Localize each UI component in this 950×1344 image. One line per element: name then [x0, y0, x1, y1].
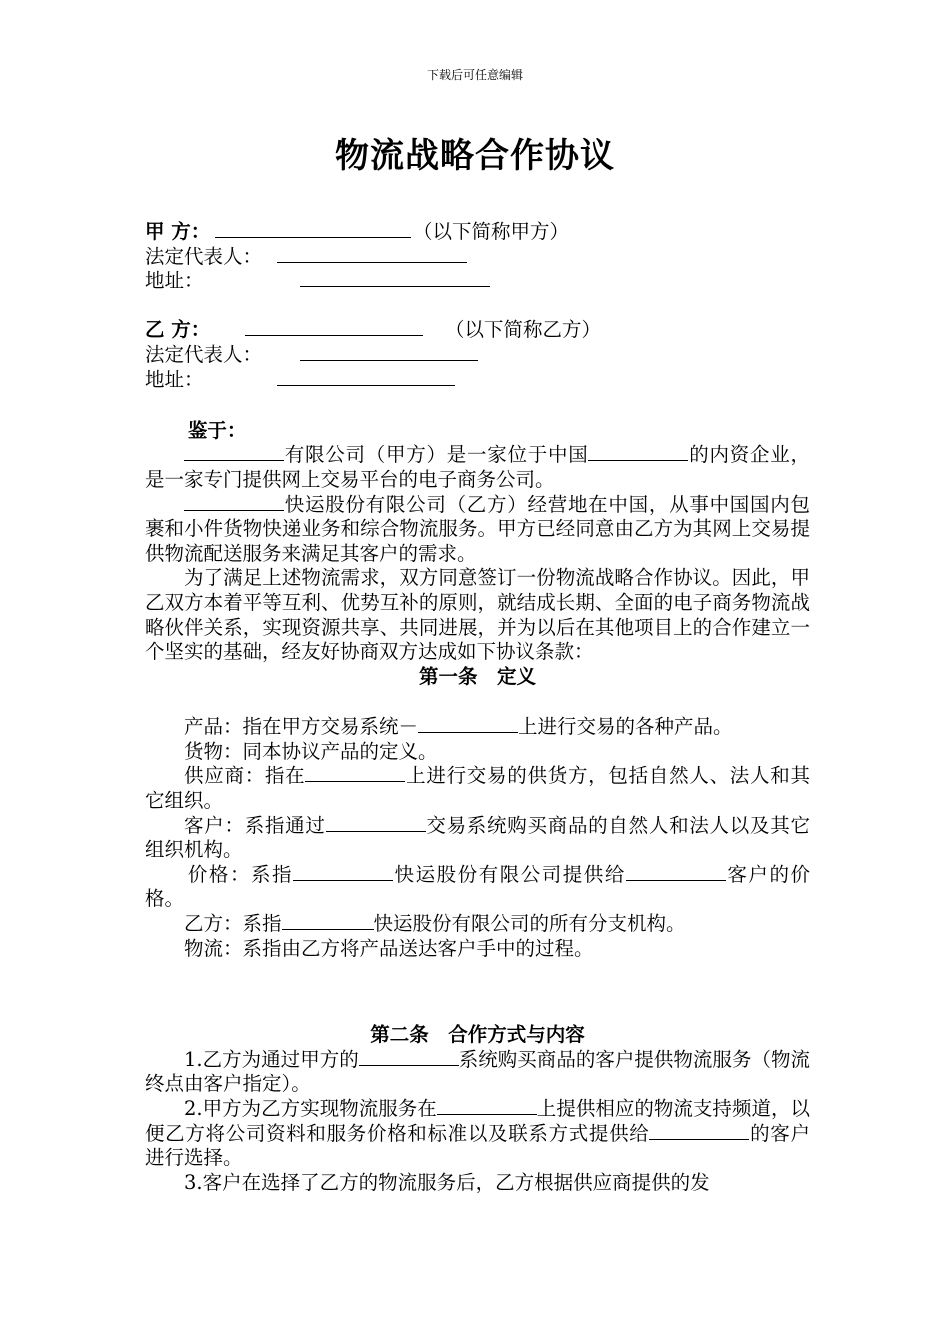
article-1-heading: 第一条 定义: [418, 664, 536, 688]
document-title: 物流战略合作协议: [335, 136, 615, 176]
definition-goods: 货物：同本协议产品的定义。: [184, 739, 438, 763]
whereas-paragraph-1: 有限公司（甲方）是一家位于中国 的内资企业，是一家专门提供网上交易平台的电子商务公司。: [145, 443, 810, 491]
party-b-suffix: （以下简称乙方）: [445, 318, 602, 342]
party-a-addr-blank: [300, 269, 490, 294]
party-a-label: 甲 方：: [145, 220, 211, 243]
definition-party-b: 乙方：系指 快运股份有限公司的所有分支机构。: [184, 912, 686, 936]
whereas-heading: 鉴于：: [187, 418, 247, 442]
whereas-paragraph-3: 为了满足上述物流需求，双方同意签订一份物流战略合作协议。因此，甲乙双方本着平等互利、优势互补的原则，就结成长期、全面的电子商务物流战略伙伴关系，实现资源共享、共同进展，并为以后在其他项目上的合作建立一个坚实的基础，经友好协商双方达成如下协议条款：: [145, 566, 810, 664]
party-b-addr-blank: [277, 368, 455, 393]
party-a-addr-line: [145, 269, 810, 294]
party-a-rep-label: 法定代表人：: [145, 244, 263, 268]
party-a-line: [145, 220, 810, 245]
party-b-line: [145, 318, 810, 343]
party-b-rep-label: 法定代表人：: [145, 342, 263, 366]
document-body: [145, 220, 810, 1195]
party-b-rep-line: [145, 343, 810, 368]
party-b-addr-line: [145, 368, 810, 393]
clause-2-2: 2.甲方为乙方实现物流服务在 上提供相应的物流支持频道，以便乙方将公司资料和服务价格和标准以及联系方式提供给 的客户进行选择。: [145, 1097, 810, 1170]
party-a-rep-line: [145, 245, 810, 270]
party-a-addr-label: 地址：: [145, 269, 204, 293]
definition-customer: 客户：系指通过 交易系统购买商品的自然人和法人以及其它组织机构。: [145, 813, 810, 862]
definition-product: 产品：指在甲方交易系统－ 上进行交易的各种产品。: [184, 715, 733, 739]
whereas-paragraph-2: 快运股份有限公司（乙方）经营地在中国，从事中国国内包裹和小件货物快递业务和综合物流服务。甲方已经同意由乙方为其网上交易提供物流配送服务来满足其客户的需求。: [145, 492, 810, 565]
article-2-heading: 第二条 合作方式与内容: [370, 1023, 585, 1047]
definition-logistics: 物流：系指由乙方将产品送达客户手中的过程。: [184, 936, 594, 960]
party-b-addr-label: 地址：: [145, 367, 204, 391]
clause-2-3: 3.客户在选择了乙方的物流服务后，乙方根据供应商提供的发: [184, 1170, 710, 1194]
party-b-label: 乙 方：: [145, 318, 211, 342]
definition-supplier: 供应商：指在 上进行交易的供货方，包括自然人、法人和其它组织。: [145, 764, 810, 813]
party-b-rep-blank: [300, 343, 478, 368]
party-a-suffix: （以下简称甲方）: [413, 220, 570, 243]
party-a-name-blank: [215, 220, 411, 245]
party-b-name-blank: [245, 318, 423, 343]
definition-price: 价格：系指 快运股份有限公司提供给 客户的价格。: [145, 862, 810, 911]
page-header: 下载后可任意编辑: [426, 68, 523, 82]
clause-2-1: 1.乙方为通过甲方的 系统购买商品的客户提供物流服务（物流终点由客户指定）。: [145, 1047, 810, 1096]
party-a-rep-blank: [277, 245, 467, 270]
